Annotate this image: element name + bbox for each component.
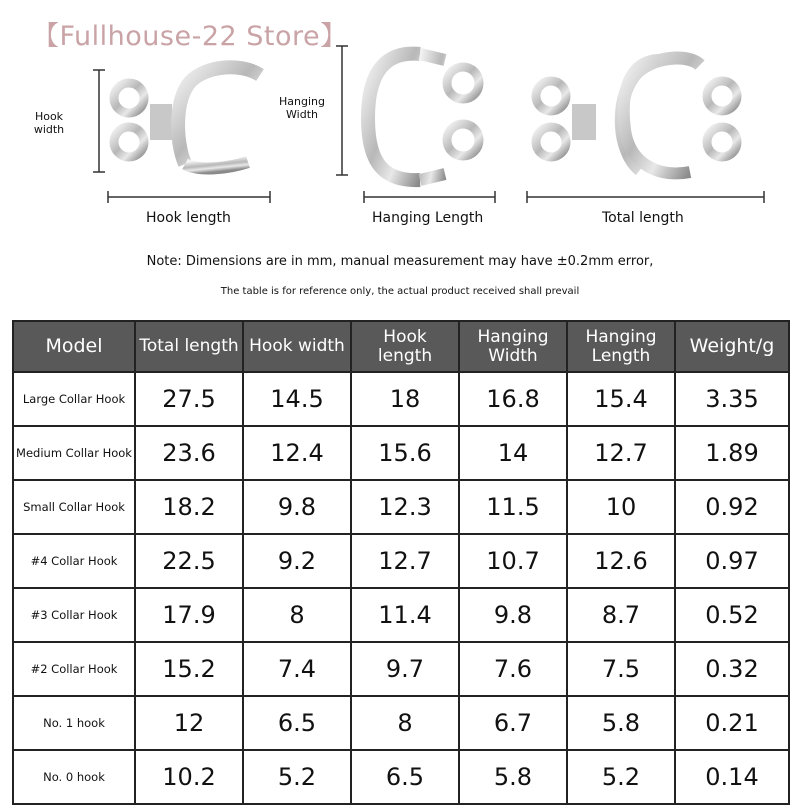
model-cell: Large Collar Hook xyxy=(13,372,135,426)
table-cell: 14.5 xyxy=(243,372,351,426)
table-cell: 0.14 xyxy=(675,750,789,804)
model-cell: #4 Collar Hook xyxy=(13,534,135,588)
table-cell: 14 xyxy=(459,426,567,480)
header-weight: Weight/g xyxy=(675,321,789,372)
table-cell: 15.4 xyxy=(567,372,675,426)
table-cell: 11.4 xyxy=(351,588,459,642)
table-cell: 15.6 xyxy=(351,426,459,480)
table-cell: 7.6 xyxy=(459,642,567,696)
header-hanging-length: Hanging Length xyxy=(567,321,675,372)
table-cell: 8 xyxy=(351,696,459,750)
table-cell: 10.2 xyxy=(135,750,243,804)
table-cell: 17.9 xyxy=(135,588,243,642)
store-title: 【Fullhouse-22 Store】 xyxy=(32,21,348,52)
model-cell: #3 Collar Hook xyxy=(13,588,135,642)
table-cell: 12.7 xyxy=(567,426,675,480)
header-hook-width: Hook width xyxy=(243,321,351,372)
table-cell: 23.6 xyxy=(135,426,243,480)
table-cell: 27.5 xyxy=(135,372,243,426)
table-row xyxy=(13,588,789,642)
hanging-width-label: Hanging Width xyxy=(279,95,325,121)
table-cell: 12.4 xyxy=(243,426,351,480)
table-cell: 5.8 xyxy=(567,696,675,750)
table-cell: 7.4 xyxy=(243,642,351,696)
table-header-row xyxy=(13,321,789,372)
table-cell: 5.8 xyxy=(459,750,567,804)
table-cell: 8.7 xyxy=(567,588,675,642)
table-cell: 9.7 xyxy=(351,642,459,696)
header-model: Model xyxy=(13,321,135,372)
hook-width-label: Hook width xyxy=(33,110,65,136)
table-row xyxy=(13,696,789,750)
table-row xyxy=(13,480,789,534)
table-row xyxy=(13,750,789,804)
table-row xyxy=(13,642,789,696)
header-hanging-width: Hanging Width xyxy=(459,321,567,372)
model-cell: No. 1 hook xyxy=(13,696,135,750)
model-cell: No. 0 hook xyxy=(13,750,135,804)
table-cell: 9.8 xyxy=(243,480,351,534)
note-reference: The table is for reference only, the actual product received shall prevail xyxy=(220,286,580,297)
table-cell: 15.2 xyxy=(135,642,243,696)
table-cell: 0.52 xyxy=(675,588,789,642)
table-cell: 6.7 xyxy=(459,696,567,750)
table-cell: 9.2 xyxy=(243,534,351,588)
table-cell: 11.5 xyxy=(459,480,567,534)
table-row xyxy=(13,426,789,480)
model-cell: Small Collar Hook xyxy=(13,480,135,534)
table-cell: 7.5 xyxy=(567,642,675,696)
hook-length-label: Hook length xyxy=(146,210,231,226)
table-cell: 0.21 xyxy=(675,696,789,750)
table-cell: 22.5 xyxy=(135,534,243,588)
table-cell: 18.2 xyxy=(135,480,243,534)
table-cell: 0.32 xyxy=(675,642,789,696)
table-cell: 6.5 xyxy=(243,696,351,750)
table-cell: 6.5 xyxy=(351,750,459,804)
hook-image xyxy=(114,67,260,168)
table-cell: 12.6 xyxy=(567,534,675,588)
table-cell: 16.8 xyxy=(459,372,567,426)
spec-table xyxy=(12,320,790,805)
header-total-length: Total length xyxy=(135,321,243,372)
table-row xyxy=(13,534,789,588)
table-cell: 5.2 xyxy=(243,750,351,804)
table-cell: 12.3 xyxy=(351,480,459,534)
combined-hook-image xyxy=(536,58,737,173)
note-dimensions: Note: Dimensions are in mm, manual measurement may have ±0.2mm error, xyxy=(146,254,654,269)
table-cell: 5.2 xyxy=(567,750,675,804)
table-cell: 18 xyxy=(351,372,459,426)
total-length-label: Total length xyxy=(602,210,684,226)
table-cell: 3.35 xyxy=(675,372,789,426)
table-cell: 12 xyxy=(135,696,243,750)
table-row xyxy=(13,372,789,426)
table-cell: 12.7 xyxy=(351,534,459,588)
header-hook-length: Hook length xyxy=(351,321,459,372)
table-cell: 8 xyxy=(243,588,351,642)
model-cell: #2 Collar Hook xyxy=(13,642,135,696)
table-cell: 9.8 xyxy=(459,588,567,642)
table-cell: 0.92 xyxy=(675,480,789,534)
hanging-eye-image xyxy=(368,54,479,180)
table-cell: 1.89 xyxy=(675,426,789,480)
table-cell: 10 xyxy=(567,480,675,534)
table-cell: 10.7 xyxy=(459,534,567,588)
table-cell: 0.97 xyxy=(675,534,789,588)
model-cell: Medium Collar Hook xyxy=(13,426,135,480)
hanging-length-label: Hanging Length xyxy=(372,210,484,226)
